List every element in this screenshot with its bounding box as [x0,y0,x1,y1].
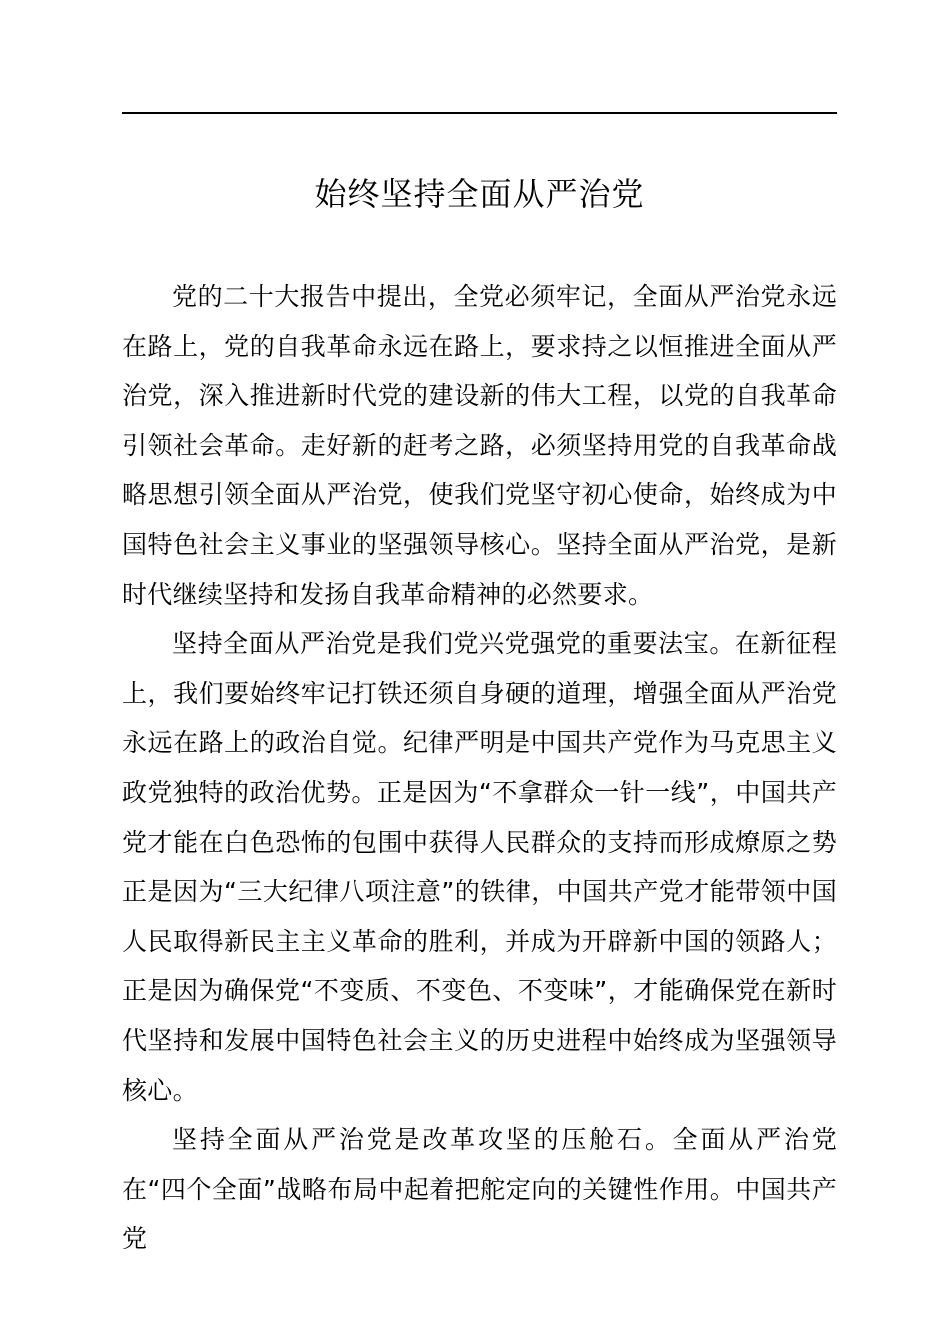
paragraph-3: 坚持全面从严治党是改革攻坚的压舱石。全面从严治党在“四个全面”战略布局中起着把舵定向的关键性作用。中国共产党 [122,1125,837,1254]
paragraph-1: 党的二十大报告中提出，全党必须牢记，全面从严治党永远在路上，党的自我革命永远在路上，要求持之以恒推进全面从严治党，深入推进新时代党的建设新的伟大工程，以党的自我革命引领社会革命。走好新的赶考之路，必须坚持用党的自我革命战略思想引领全面从严治党，使我们党坚守初心使命，始终成为中国特色社会主义事业的坚强领导核心。坚持全面从严治党，是新时代继续坚持和发扬自我革命精神的必然要求。 [122,282,837,609]
paragraph-2: 坚持全面从严治党是我们党兴党强党的重要法宝。在新征程上，我们要始终牢记打铁还须自身硬的道理，增强全面从严治党永远在路上的政治自觉。纪律严明是中国共产党作为马克思主义政党独特的政治优势。正是因为“不拿群众一针一线”，中国共产党才能在白色恐怖的包围中获得人民群众的支持而形成燎原之势正是因为“三大纪律八项注意”的铁律，中国共产党才能带领中国人民取得新民主主义革命的胜利，并成为开辟新中国的领路人；正是因为确保党“不变质、不变色、不变味”，才能确保党在新时代坚持和发展中国特色社会主义的历史进程中始终成为坚强领导核心。 [122,629,837,1105]
document-title: 始终坚持全面从严治党 [314,175,645,213]
header-rule [122,112,837,114]
document-body [122,272,837,1264]
